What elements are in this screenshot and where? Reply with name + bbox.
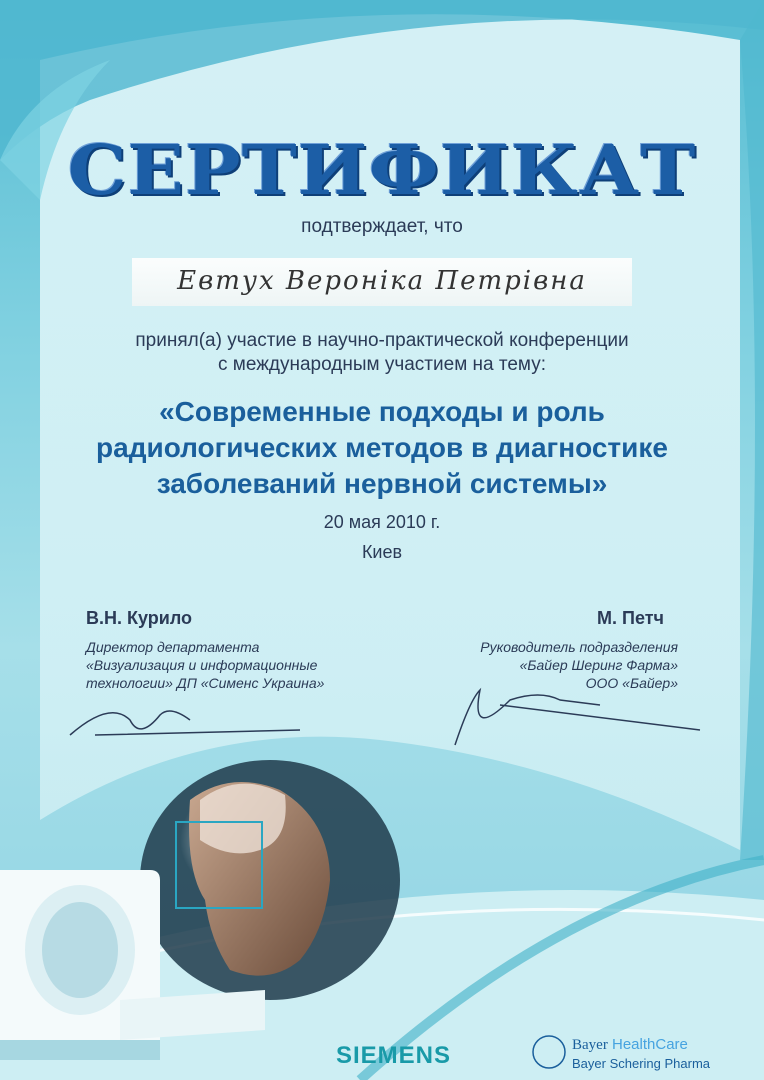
siemens-logo: SIEMENS	[336, 1042, 452, 1069]
event-date: 20 мая 2010 г.	[323, 512, 441, 532]
left-signatory-role-3: технологии» ДП «Сименс Украина»	[86, 675, 325, 691]
participation-line-2: с международным участием на тему:	[218, 354, 546, 375]
topic-line-1: «Современные подходы и роль	[159, 396, 605, 427]
topic-line-3: заболеваний нервной системы»	[156, 468, 608, 499]
left-signatory-role-1: Директор департамента	[86, 639, 260, 655]
bayer-schering-logo: Bayer Schering Pharma	[572, 1056, 711, 1071]
certificate-title: СЕРТИФИКАТ	[67, 131, 697, 211]
left-signatory-role-2: «Визуализация и информационные	[86, 657, 318, 673]
bayer-healthcare-logo	[572, 1036, 688, 1054]
right-signatory-name: М. Петч	[597, 608, 664, 628]
confirm-text: подтверждает, что	[301, 216, 463, 237]
participation-line-1: принял(а) участие в научно-практической конференции	[135, 330, 629, 351]
left-signatory-name: В.Н. Курило	[86, 608, 193, 628]
right-signatory-role-1: Руководитель подразделения	[480, 639, 678, 655]
recipient-name: Евтух Вероніка Петрівна	[177, 266, 587, 296]
right-signatory-role-3: ООО «Байер»	[585, 675, 678, 691]
event-city: Киев	[361, 542, 403, 562]
healthcare-word: HealthCare	[612, 1036, 688, 1053]
topic-line-2: радиологических методов в диагностике	[96, 432, 668, 463]
right-signatory-role-2: «Байер Шеринг Фарма»	[519, 657, 678, 673]
bayer-word: Bayer	[572, 1037, 608, 1053]
